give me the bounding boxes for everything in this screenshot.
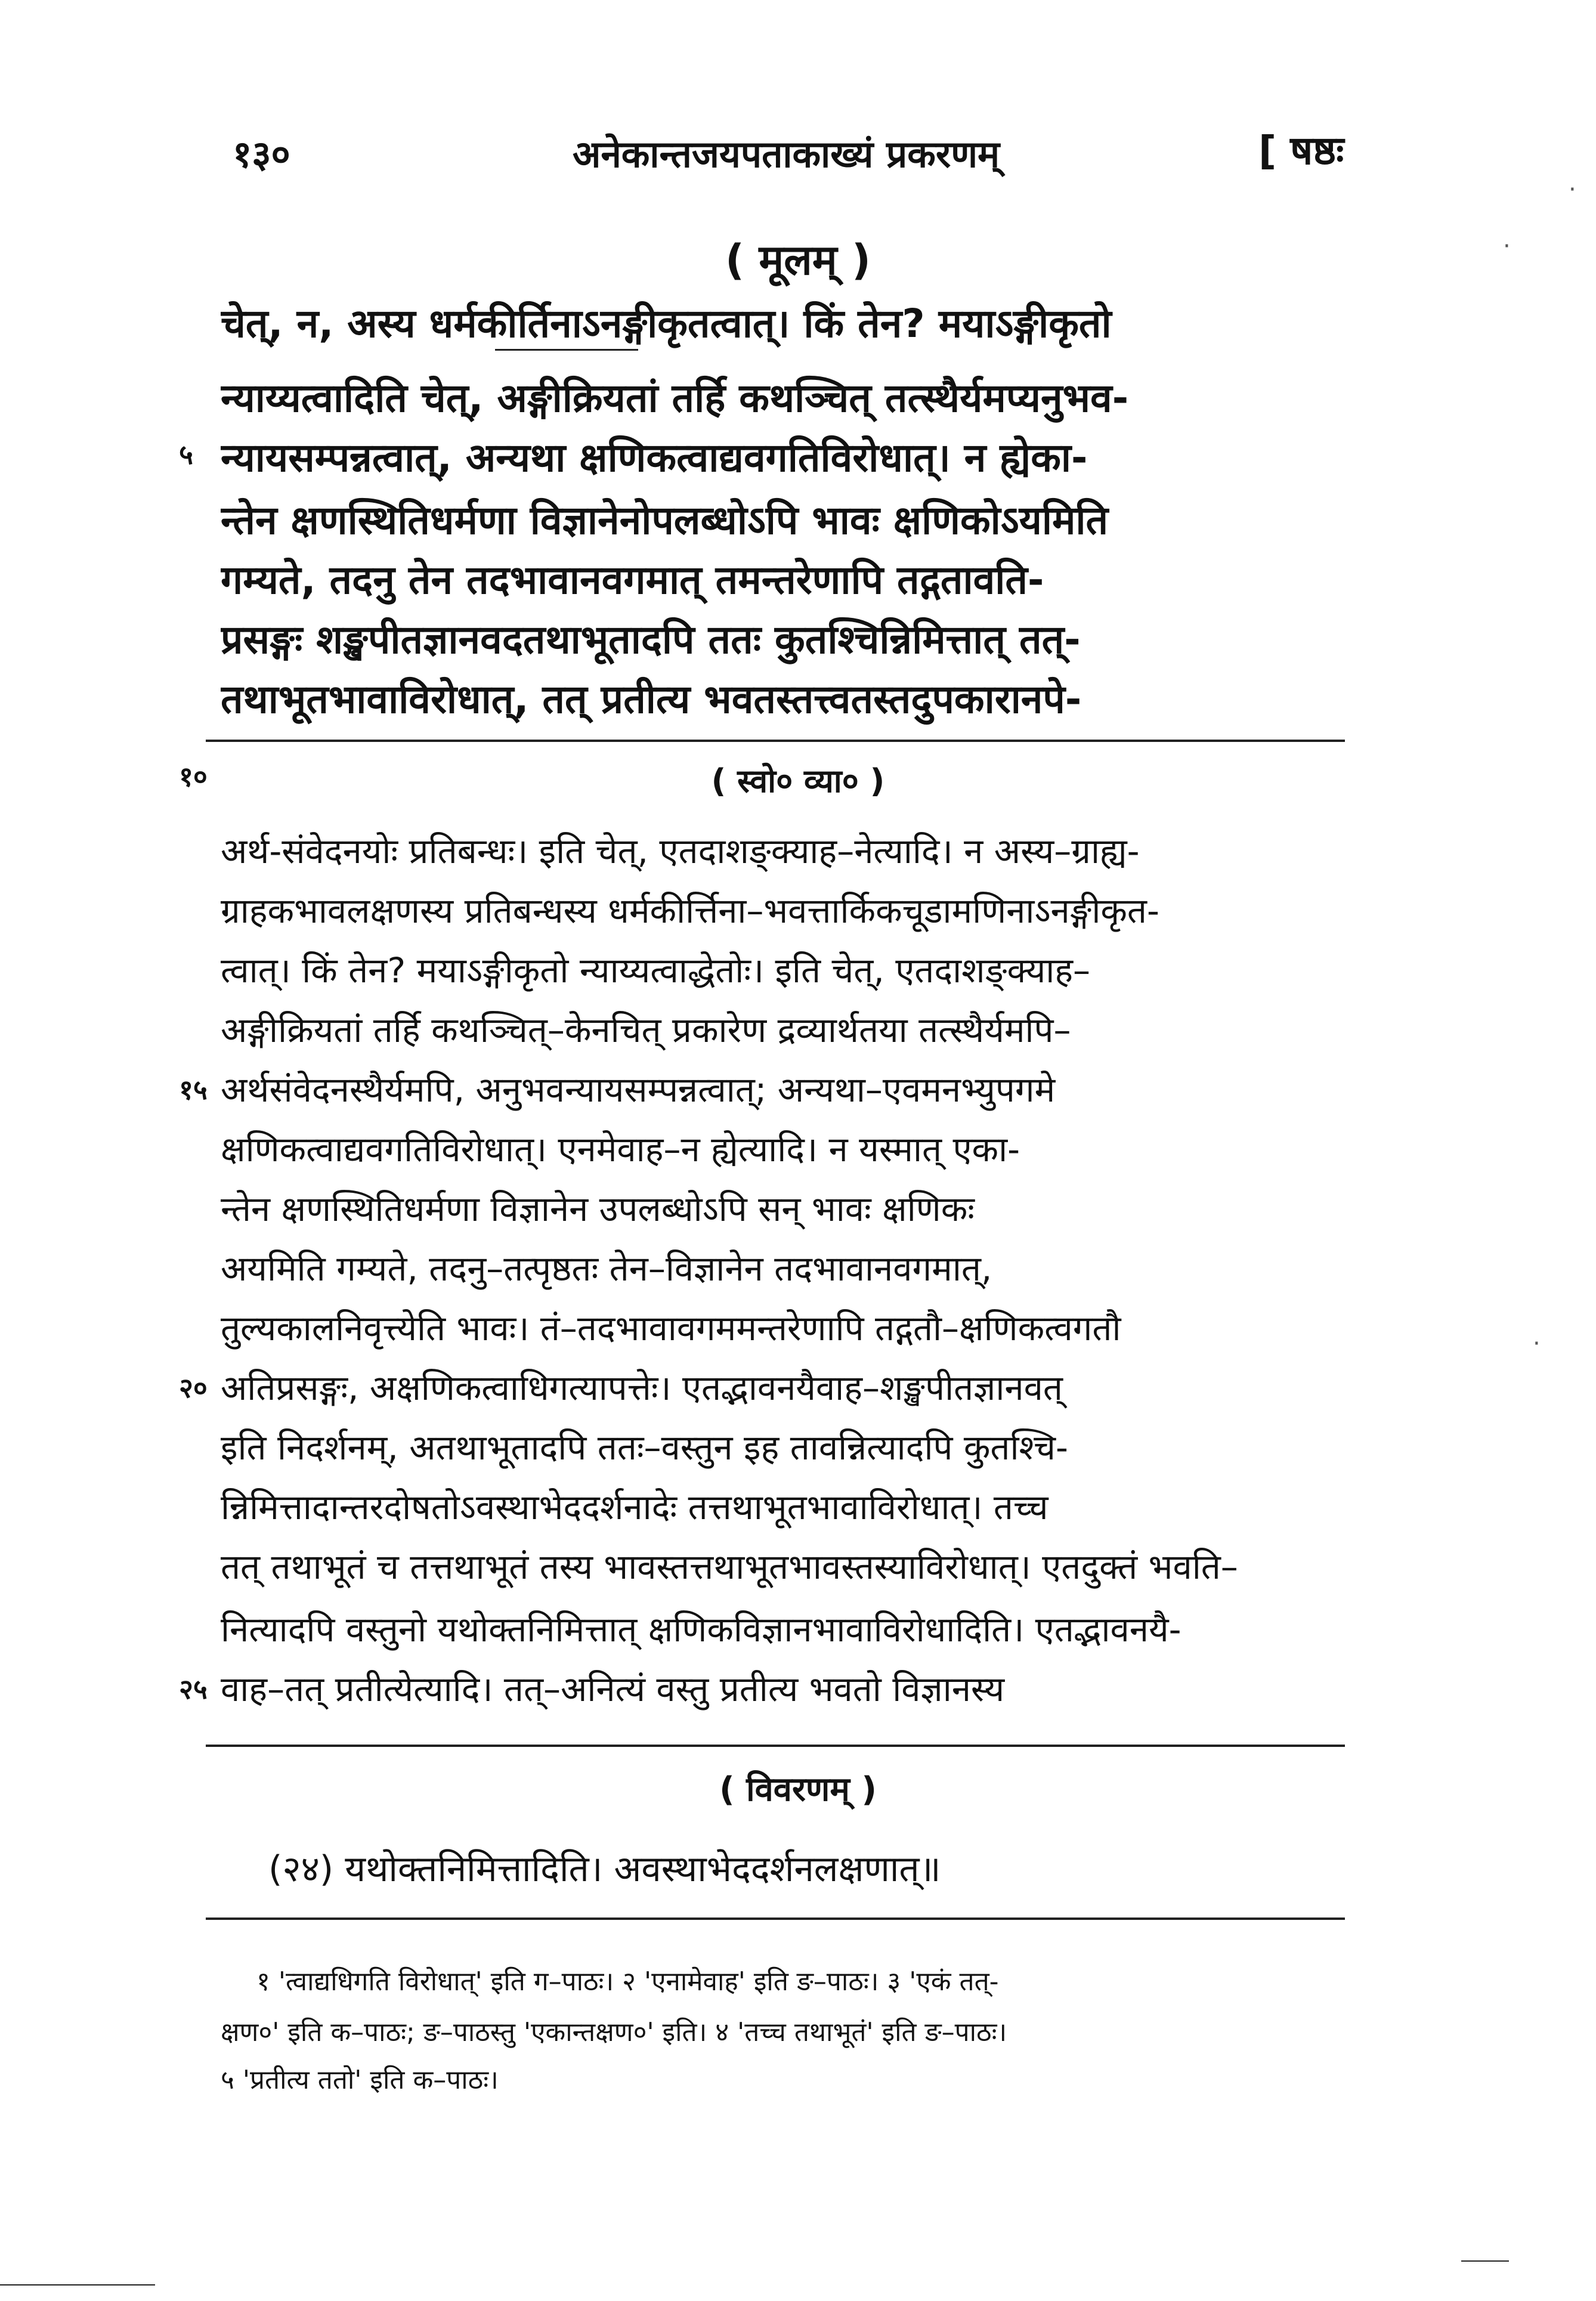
mulam-line: तथाभूतभावाविरोधात्, तत् प्रतीत्य भवतस्तत्त्वतस्तदुपकारानपे- (221, 676, 1082, 722)
mulam-line: न्तेन क्षणस्थितिधर्मणा विज्ञानेनोपलब्धोऽपि भावः क्षणिकोऽयमिति (221, 497, 1109, 543)
commentary-line: वाह–तत् प्रतीत्येत्यादि। तत्–अनित्यं वस्तु प्रतीत्य भवतो विज्ञानस्य (221, 1669, 1005, 1709)
commentary-line: अतिप्रसङ्गः, अक्षणिकत्वाधिगत्यापत्तेः। एतद्भावनयैवाह–शङ्खपीतज्ञानवत् (221, 1368, 1063, 1408)
scan-mark: · (1569, 176, 1576, 203)
mulam-line: प्रसङ्गः शङ्खपीतज्ञानवदतथाभूतादपि ततः कुतश्चिन्निमित्तात् तत्- (221, 617, 1081, 663)
line-number-25: २५ (179, 1673, 208, 1705)
scan-mark (0, 2284, 155, 2285)
line-number-10: १० (179, 760, 208, 793)
footnote-line: १ 'त्वाद्यधिगति विरोधात्' इति ग–पाठः। २ 'एनामेवाह' इति ङ–पाठः। ३ 'एकं तत्- (256, 1966, 999, 1997)
commentary-line: तुल्यकालनिवृत्त्येति भावः। तं–तदभावावगममन्तरेणापि तद्गतौ–क्षणिकत्वगतौ (221, 1308, 1121, 1349)
commentary-line: ग्राहकभावलक्षणस्य प्रतिबन्धस्य धर्मकीर्त्तिना–भवत्तार्किकचूडामणिनाऽनङ्गीकृत- (221, 890, 1159, 931)
line-number-15: १५ (179, 1074, 208, 1106)
commentary-line: अर्थ-संवेदनयोः प्रतिबन्धः। इति चेत्, एतदाशङ्क्याह–नेत्यादि। न अस्य–ग्राह्य- (221, 831, 1140, 871)
page-number: १३० (233, 132, 290, 176)
section-divider (206, 1745, 1345, 1747)
commentary-line: अङ्गीक्रियतां तर्हि कथञ्चित्–केनचित् प्रकारेण द्रव्यार्थतया तत्स्थैर्यमपि– (221, 1010, 1071, 1050)
commentary-line: अर्थसंवेदनस्थैर्यमपि, अनुभवन्यायसम्पन्नत्वात्; अन्यथा–एवमनभ्युपगमे (221, 1069, 1056, 1110)
section-divider (206, 740, 1345, 742)
scan-mark: · (1503, 233, 1511, 260)
commentary-line: न्तेन क्षणस्थितिधर्मणा विज्ञानेन उपलब्धोऽपि सन् भावः क्षणिकः (221, 1189, 975, 1229)
scan-mark (1461, 2260, 1509, 2262)
commentary-line: नित्यादपि वस्तुनो यथोक्तनिमित्तात् क्षणिकविज्ञानभावाविरोधादिति। एतद्भावनयै- (221, 1609, 1181, 1650)
mulam-line: चेत्, न, अस्य धर्मकीर्तिनाऽनङ्गीकृतत्वात्। किं तेन? मयाऽङ्गीकृतो (221, 301, 1112, 347)
commentary-line: क्षणिकत्वाद्यवगतिविरोधात्। एनमेवाह–न ह्येत्यादि। न यस्मात् एका- (221, 1129, 1020, 1170)
mulam-heading: ( मूलम् ) (725, 236, 871, 284)
scan-mark: · (1533, 1330, 1541, 1357)
running-title: अनेकान्तजयपताकाख्यं प्रकरणम् (573, 132, 1000, 176)
commentary-heading: ( स्वो० व्या० ) (711, 762, 885, 800)
mulam-line: न्यायसम्पन्नत्वात्, अन्यथा क्षणिकत्वाद्यवगतिविरोधात्। न ह्येका- (221, 435, 1088, 481)
line-number-5: ५ (179, 438, 193, 471)
line-number-20: २० (179, 1372, 208, 1404)
vivaranam-line: (२४) यथोक्तनिमित्तादिति। अवस्थाभेददर्शनलक्षणात्॥ (268, 1848, 941, 1890)
commentary-line: तत् तथाभूतं च तत्तथाभूतं तस्य भावस्तत्तथाभूतभावस्तस्याविरोधात्। एतदुक्तं भवति– (221, 1547, 1238, 1587)
footnote-divider (206, 1918, 1345, 1920)
mulam-line: न्याय्यत्वादिति चेत्, अङ्गीक्रियतां तर्हि कथञ्चित् तत्स्थैर्यमप्यनुभव- (221, 375, 1129, 421)
underline (495, 349, 638, 351)
commentary-line: त्वात्। किं तेन? मयाऽङ्गीकृतो न्याय्यत्वाद्धेतोः। इति चेत्, एतदाशङ्क्याह– (221, 950, 1091, 991)
section-marker: [ षष्ठः (1258, 128, 1344, 174)
commentary-line: इति निदर्शनम्, अतथाभूतादपि ततः–वस्तुन इह तावन्नित्यादपि कुतश्चि- (221, 1427, 1068, 1468)
footnote-line: ५ 'प्रतीत्य ततो' इति क–पाठः। (221, 2065, 499, 2095)
commentary-line: न्निमित्तादान्तरदोषतोऽवस्थाभेददर्शनादेः तत्तथाभूतभावाविरोधात्। तच्च (221, 1487, 1048, 1527)
commentary-line: अयमिति गम्यते, तदनु–तत्पृष्ठतः तेन–विज्ञानेन तदभावानवगमात्, (221, 1248, 992, 1289)
footnote-line: क्षण०' इति क–पाठः; ङ–पाठस्तु 'एकान्तक्षण०' इति। ४ 'तच्च तथाभूतं' इति ङ–पाठः। (221, 2017, 1007, 2048)
vivaranam-heading: ( विवरणम् ) (719, 1770, 877, 1809)
mulam-line: गम्यते, तदनु तेन तदभावानवगमात् तमन्तरेणापि तद्गतावति- (221, 557, 1044, 603)
